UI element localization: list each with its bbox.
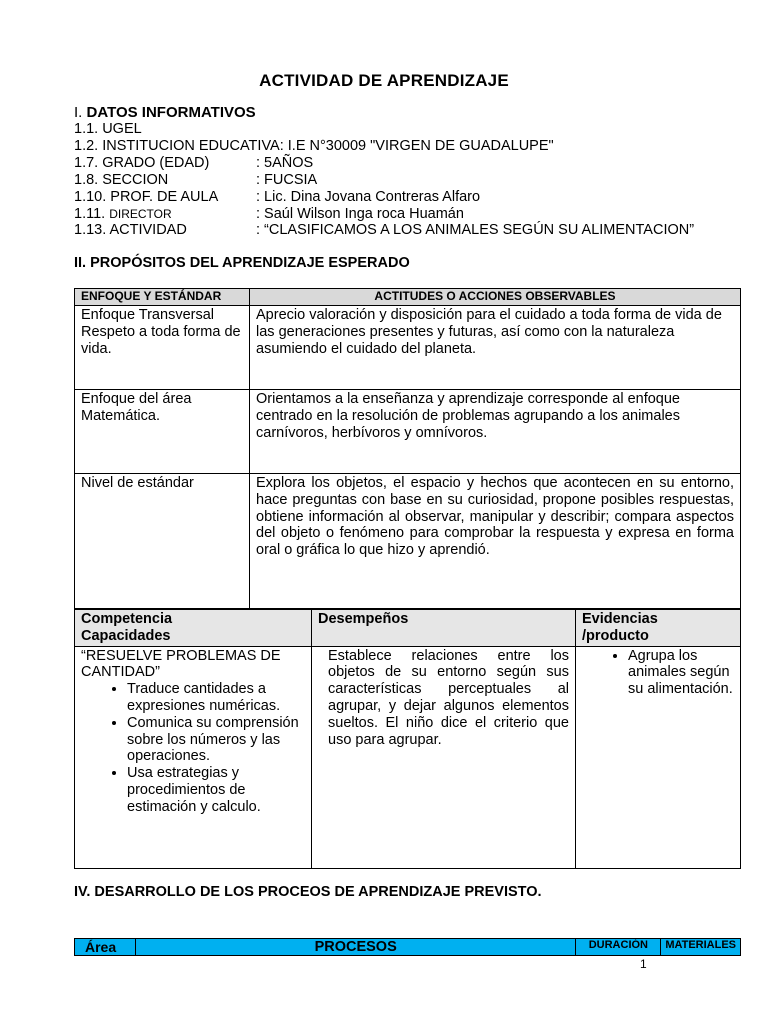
table-cell-competencia	[75, 646, 312, 868]
column-header-desempenos	[312, 610, 576, 647]
list-item: • Comunica su comprensión sobre los números y las operaciones.	[127, 715, 305, 765]
evidencias-list	[582, 648, 734, 698]
table-row	[75, 306, 741, 390]
header-capacidades: Capacidades	[81, 627, 171, 644]
info-row-director	[74, 206, 464, 223]
column-header: Área	[75, 939, 136, 956]
table-header-row	[75, 939, 741, 956]
column-header-competencia	[75, 610, 312, 647]
info-row-ugel	[74, 121, 142, 138]
table-cell-desempeno: Establece relaciones entre los objetos de su entorno según sus características perceptuales al agrupar, y dejar algunos elementos sueltos. El niño dice el criterio que uso para agrupar.	[312, 646, 576, 868]
table-cell: Explora los objetos, el espacio y hechos que acontecen en su entorno, hace preguntas con base en su curiosidad, propone posibles respuestas, obtiene información al observar, manipular y describir; compara aspectos del objeto o fenómeno para comprobar la respuesta y expresa en forma oral o gráfica lo que hizo y aprendió.	[250, 474, 741, 609]
header-desempenos: Desempeños	[318, 611, 409, 627]
column-header: MATERIALES	[661, 939, 741, 956]
header-competencia: Competencia	[81, 611, 173, 627]
header-producto: /producto	[582, 627, 649, 644]
column-header: ACTITUDES O ACCIONES OBSERVABLES	[250, 289, 741, 306]
competency-table	[74, 609, 741, 869]
info-label: 1.2. INSTITUCION EDUCATIVA: I.E N°30009 "VIRGEN DE GUADALUPE"	[74, 138, 554, 154]
list-item: • Usa estrategias y procedimientos de estimación y calculo.	[127, 765, 305, 815]
table-cell: Aprecio valoración y disposición para el cuidado a toda forma de vida de las generaciones presentes y futuras, así como con la naturaleza asumiendo el cuidado del planeta.	[250, 306, 741, 390]
info-label: 1.1. UGEL	[74, 121, 142, 137]
table-cell: Orientamos a la enseñanza y aprendizaje corresponde al enfoque centrado en la resolución de problemas agrupando a los animales carnívoros, herbívoros y omnívoros.	[250, 390, 741, 474]
info-value: : Saúl Wilson Inga roca Huamán	[256, 206, 464, 222]
info-value: : 5AÑOS	[256, 155, 314, 171]
section-1-numeral: I.	[74, 104, 83, 121]
capacidades-list	[81, 681, 305, 815]
table-cell-evidencias	[576, 646, 741, 868]
competencia-text: “RESUELVE PROBLEMAS DE CANTIDAD”	[81, 647, 281, 681]
info-label-number: 1.11.	[74, 206, 106, 222]
section-1-heading	[74, 104, 256, 121]
column-header: DURACIÓN	[576, 939, 661, 956]
info-row-grado	[74, 155, 313, 172]
info-row-institucion	[74, 138, 554, 155]
processes-table	[74, 938, 741, 956]
info-row-actividad	[74, 222, 694, 239]
table-cell: Enfoque del área Matemática.	[75, 390, 250, 474]
page-number: 1	[640, 957, 647, 971]
info-label: 1.13. ACTIVIDAD	[74, 222, 187, 238]
info-label: 1.10. PROF. DE AULA	[74, 189, 219, 205]
document-title: ACTIVIDAD DE APRENDIZAJE	[259, 71, 509, 90]
info-label	[74, 206, 256, 223]
column-header-evidencias	[576, 610, 741, 647]
info-label: 1.7. GRADO (EDAD)	[74, 155, 210, 171]
info-value: : Lic. Dina Jovana Contreras Alfaro	[256, 189, 481, 205]
table-row	[75, 390, 741, 474]
column-header: ENFOQUE Y ESTÁNDAR	[75, 289, 250, 306]
info-value: : FUCSIA	[256, 172, 318, 188]
header-evidencias: Evidencias	[582, 611, 658, 627]
section-4-heading: IV. DESARROLLO DE LOS PROCEOS DE APRENDIZAJE PREVISTO.	[74, 884, 542, 900]
purposes-table	[74, 288, 741, 609]
table-header-row	[75, 289, 741, 306]
table-row	[75, 646, 741, 868]
table-row	[75, 474, 741, 609]
table-header-row	[75, 610, 741, 647]
list-item: • Traduce cantidades a expresiones numéricas.	[127, 681, 305, 715]
info-row-seccion	[74, 172, 317, 189]
info-row-profesora	[74, 189, 480, 206]
info-label: 1.8. SECCION	[74, 172, 169, 188]
list-item: • Agrupa los animales según su alimentación.	[628, 648, 734, 698]
table-cell: Nivel de estándar	[75, 474, 250, 609]
info-label-director: DIRECTOR	[109, 207, 172, 221]
info-value: : “CLASIFICAMOS A LOS ANIMALES SEGÚN SU ALIMENTACION”	[256, 222, 695, 238]
table-cell: Enfoque Transversal Respeto a toda forma de vida.	[75, 306, 250, 390]
column-header: PROCESOS	[135, 939, 576, 956]
section-2-heading: II. PROPÓSITOS DEL APRENDIZAJE ESPERADO	[74, 255, 410, 271]
section-1-title: DATOS INFORMATIVOS	[86, 104, 256, 121]
